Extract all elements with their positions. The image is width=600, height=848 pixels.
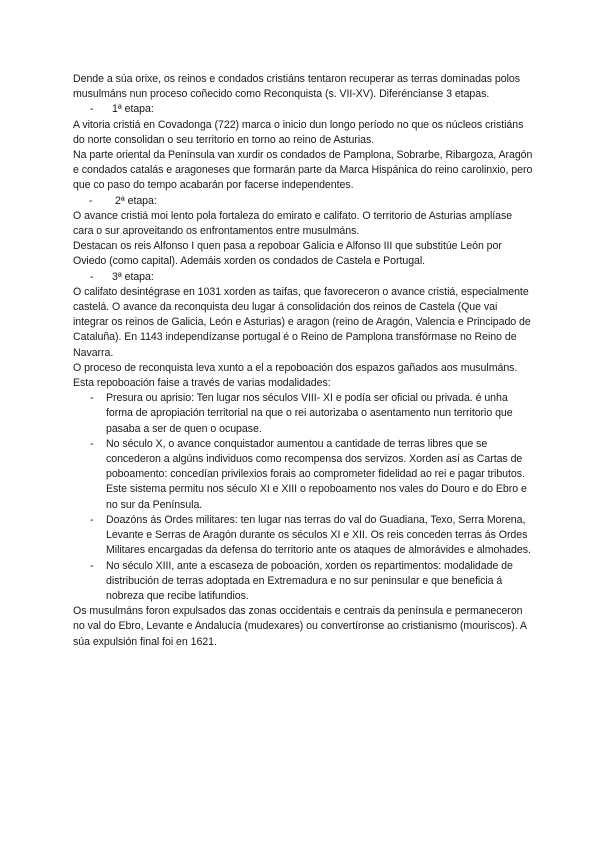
stage-3-label: 3ª etapa: [112, 270, 154, 283]
stage-3-dash: - [90, 270, 94, 283]
list-item-dash: - [90, 559, 94, 572]
stage-2-paragraph: O avance cristiá moi lento pola fortaleza do emirato e califato. O territorio de Asturias amplíase cara o sur aproveitando os enfrontamentos entre musulmáns. [73, 209, 513, 238]
list-item-text: No século XIII, ante a escaseza de poboación, xorden os repartimentos: modalidade de distribución de terras adoptada en Extremadura e no sur peninsular e que beneficia á nobreza que recibe latifundios. [106, 559, 513, 602]
intro-paragraph: Dende a súa orixe, os reinos e condados cristiáns tentaron recuperar as terras dominadas polos musulmáns nun proceso coñecido como Reconquista (s. VII-XV). Diferéncianse 3 etapas. [73, 73, 520, 101]
stage-3-heading [73, 270, 533, 285]
list-item [73, 391, 533, 437]
list-item-dash: - [90, 392, 94, 405]
stage-3-paragraph: O proceso de reconquista leva xunto a el a repoboación dos espazos gañados aos musulmáns. Esta repoboación faise a través de varias modalidades: [73, 361, 518, 390]
repopulation-methods-list [73, 391, 533, 604]
stage-2-label: 2ª etapa: [115, 194, 157, 207]
list-item-dash: - [90, 513, 94, 526]
stage-1-dash: - [90, 103, 94, 116]
conclusion-paragraph: Os musulmáns foron expulsados das zonas occidentais e centrais da península e permaneceron no val do Ebro, Levante e Andalucía (mudexares) ou convertíronse ao cristianismo (mouriscos). A súa expulsión final foi en 1621. [73, 605, 527, 648]
stage-1-heading [73, 102, 533, 117]
list-item-text: Presura ou aprisio: Ten lugar nos séculos VIII- XI e podía ser oficial ou privada. é unha forma de apropiación territorial na que o rei autorizaba o asentamento nun territorio que pasaba a ser de quen o ocupase. [106, 392, 513, 435]
stage-2-paragraph: Destacan os reis Alfonso I quen pasa a repoboar Galicia e Alfonso III que substitúe León por Oviedo (como capital). Ademáis xorden os condados de Castela e Portugal. [73, 240, 502, 268]
list-item-text: No século X, o avance conquistador aumentou a cantidade de terras libres que se concederon a algúns individuos como recompensa dos servizos. Xorden así as Cartas de poboamento: concedían privilexios forais ao comprometer fidelidad ao rei e pagar tributos. Este sistema permitu nos século XI e XIII o repoboamento nos vales do Douro e do Ebro e no sur da Península. [106, 437, 527, 511]
list-item [73, 559, 533, 605]
list-item [73, 513, 533, 559]
stage-3-paragraph: O califato desintégrase en 1031 xorden as taifas, que favoreceron o avance cristiá, especialmente castelá. O avance da reconquista deu lugar á consolidación dos reinos de Castela (Que vai integrar os reinos de Galicia, León e Asturias) e aragon (reino de Aragón, Valencia e Principado de Cataluña). En 1143 independízanse portugal é o Reino de Pamplona transfórmase no Reino de Navarra. [73, 285, 531, 359]
stage-1-paragraph: Na parte oriental da Península van xurdir os condados de Pamplona, Sobrarbe, Ribargoza, Aragón e condados catalás e aragoneses que formarán parte da Marca Hispánica do reino carolinxio, pero que co paso do tempo acabarán por facerse independentes. [73, 149, 533, 192]
list-item [73, 437, 533, 513]
stage-2-dash: - [89, 194, 93, 207]
stage-2-heading [73, 194, 533, 209]
stage-1-paragraph: A vitoria cristiá en Covadonga (722) marca o inicio dun longo período no que os núcleos cristiáns do norte consolidan o seu territorio en torno ao reino de Asturias. [73, 118, 524, 146]
document-body [73, 72, 533, 650]
stage-1-label: 1ª etapa: [112, 103, 154, 116]
list-item-text: Doazóns ás Ordes militares: ten lugar nas terras do val do Guadiana, Texo, Serra Morena, Levante e Serras de Aragón durante os séculos XI e XII. Os reis conceden terras ás Ordes Militares encargadas da defensa do territorio ante os ataques de almorávides e almohades. [106, 513, 531, 557]
list-item-dash: - [90, 437, 94, 450]
